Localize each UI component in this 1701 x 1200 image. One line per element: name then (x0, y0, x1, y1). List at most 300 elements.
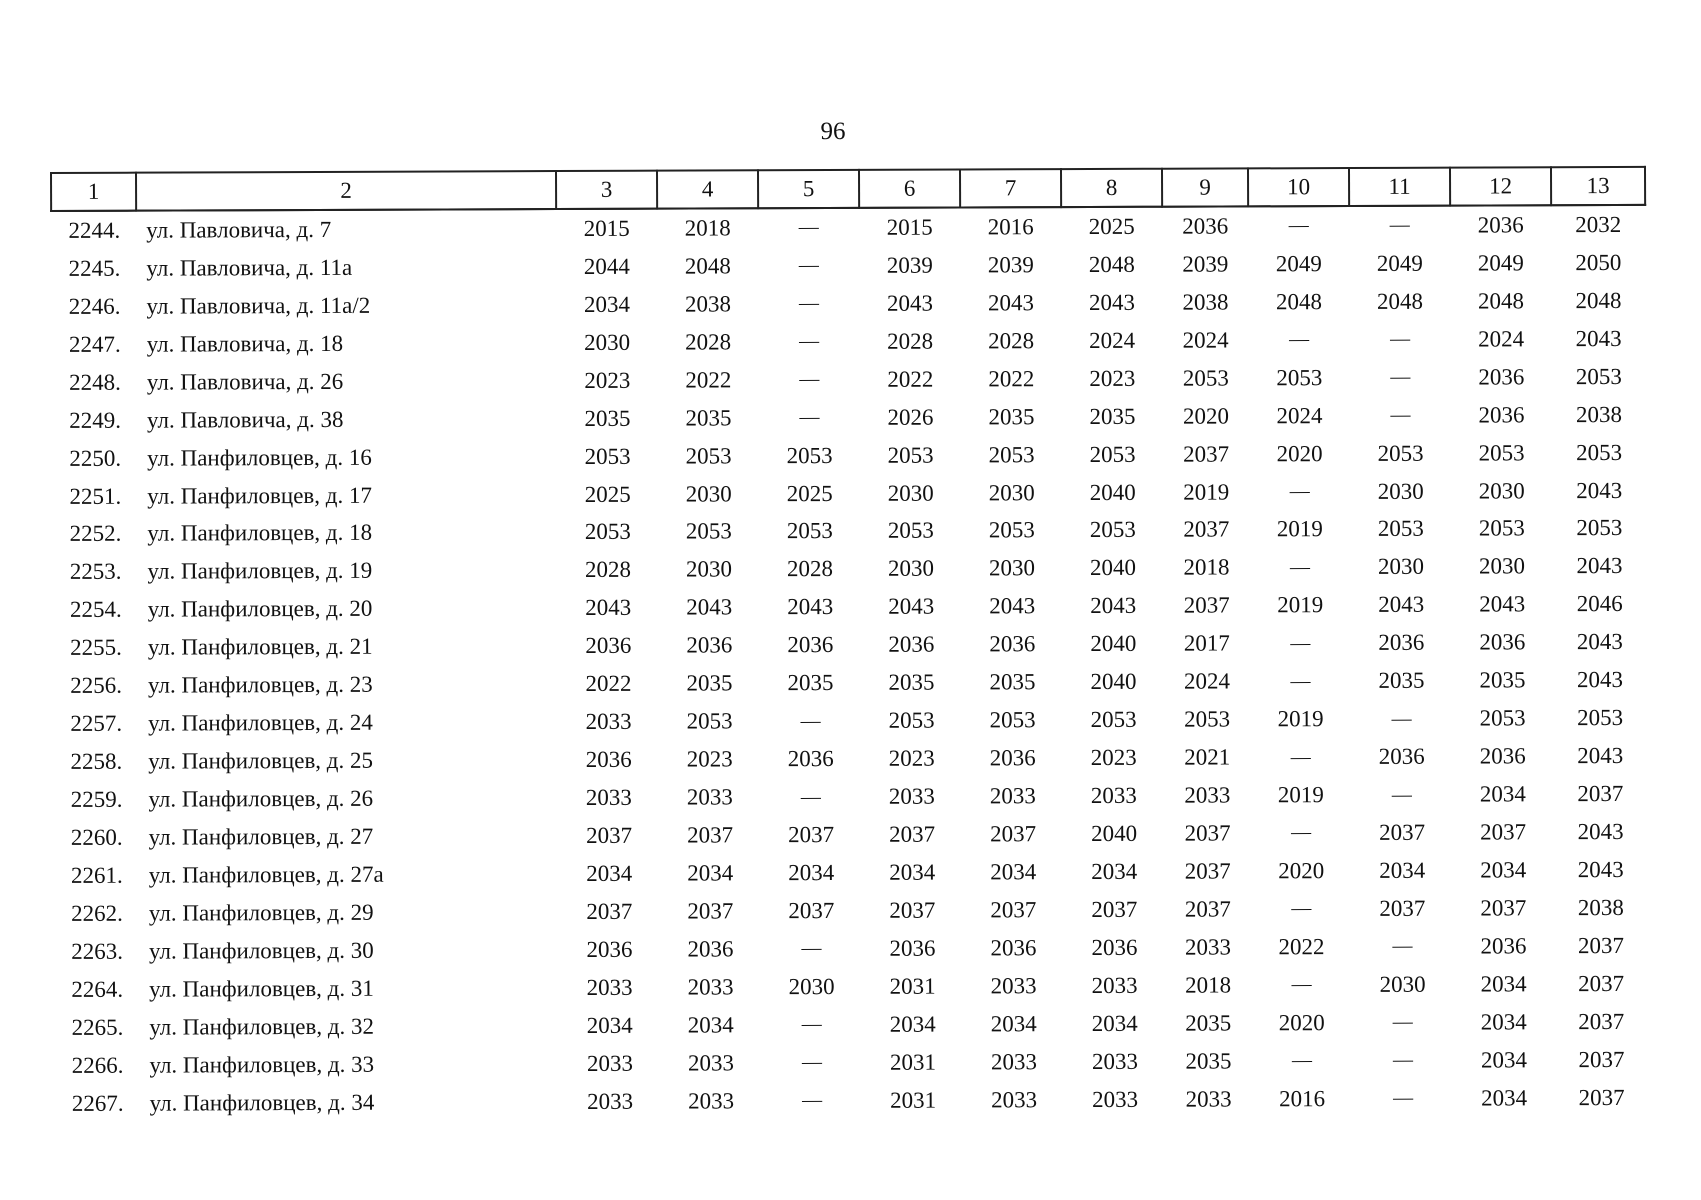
row-number-cell: 2246. (68, 293, 121, 319)
year-cell: 2033 (687, 1049, 734, 1076)
year-cell: — (1390, 328, 1411, 351)
year-cell: — (800, 709, 821, 732)
year-cell: 2020 (1182, 403, 1229, 429)
address-cell: ул. Панфиловцев, д. 34 (149, 1089, 375, 1116)
column-header: 5 (758, 170, 859, 208)
year-cell: 2033 (888, 783, 935, 809)
page-number: 96 (820, 118, 846, 145)
year-cell: — (1289, 556, 1311, 579)
year-cell: 2043 (1090, 593, 1137, 619)
year-cell: 2048 (684, 253, 731, 279)
year-cell: 2035 (686, 670, 733, 696)
table-row (53, 699, 1647, 743)
year-cell: 2048 (1477, 288, 1525, 314)
year-cell: — (1289, 328, 1310, 351)
year-cell: 2028 (584, 557, 632, 583)
year-cell: 2053 (989, 707, 1036, 733)
year-cell: 2053 (1479, 705, 1526, 731)
year-cell: 2036 (787, 746, 834, 772)
year-cell: 2033 (587, 1088, 634, 1114)
table-row (54, 1040, 1648, 1084)
address-cell: ул. Панфиловцев, д. 19 (147, 558, 373, 585)
row-number-cell: 2264. (71, 976, 124, 1002)
row-number-cell: 2266. (71, 1052, 124, 1078)
year-cell: 2016 (1279, 1085, 1326, 1111)
year-cell: 2053 (584, 519, 631, 545)
year-cell: 2053 (1576, 515, 1623, 541)
row-number-cell: 2249. (69, 407, 122, 433)
year-cell: 2034 (1481, 1084, 1528, 1111)
row-number-cell: 2259. (70, 786, 123, 812)
year-cell: 2017 (1183, 630, 1230, 656)
column-header: 10 (1248, 168, 1349, 206)
row-number-cell: 2245. (68, 255, 121, 281)
year-cell: 2033 (585, 708, 632, 735)
year-cell: 2037 (1577, 932, 1625, 958)
table-row (54, 1003, 1648, 1047)
year-cell: 2034 (583, 291, 631, 317)
table-row (51, 205, 1645, 250)
year-cell: 2033 (1091, 1048, 1138, 1074)
year-cell: 2030 (887, 480, 934, 506)
year-cell: 2053 (887, 518, 934, 544)
address-cell: ул. Павловича, д. 26 (146, 368, 344, 395)
year-cell: 2030 (988, 479, 1035, 505)
year-cell: 2035 (1185, 1010, 1232, 1036)
year-cell: 2019 (1277, 592, 1324, 618)
year-cell: 2037 (788, 897, 835, 924)
year-cell: — (799, 330, 820, 353)
year-cell: 2028 (988, 328, 1035, 354)
year-cell: 2044 (583, 253, 630, 279)
year-cell: 2053 (1089, 517, 1136, 543)
year-cell: 2043 (1577, 818, 1624, 845)
year-cell: 2036 (1091, 934, 1138, 960)
year-cell: — (801, 937, 822, 960)
year-cell: 2053 (686, 708, 733, 734)
year-cell: 2018 (1183, 554, 1230, 581)
year-cell: 2040 (1089, 555, 1137, 581)
row-number-cell: 2262. (71, 900, 123, 926)
address-cell: ул. Панфиловцев, д. 29 (148, 899, 374, 926)
year-cell: 2040 (1090, 669, 1137, 695)
year-cell: — (801, 1051, 822, 1074)
column-header: 12 (1450, 167, 1551, 205)
year-cell: 2035 (1378, 667, 1425, 694)
year-cell: 2033 (1091, 972, 1138, 998)
year-cell: 2035 (989, 669, 1036, 695)
year-cell: 2036 (888, 631, 935, 658)
row-number-cell: 2265. (71, 1014, 124, 1040)
year-cell: 2053 (584, 443, 631, 469)
year-cell: 2033 (686, 784, 733, 810)
year-cell: 2031 (889, 973, 936, 999)
year-cell: — (1290, 631, 1311, 655)
year-cell: — (1391, 783, 1412, 806)
address-cell: ул. Панфиловцев, д. 31 (149, 975, 374, 1002)
year-cell: 2031 (889, 1049, 936, 1075)
address-cell: ул. Панфиловцев, д. 23 (147, 671, 373, 698)
year-cell: 2043 (886, 290, 934, 316)
year-cell: 2034 (1480, 971, 1527, 997)
year-cell: 2053 (1377, 516, 1424, 542)
year-cell: — (1392, 1048, 1413, 1071)
table-body (51, 205, 1648, 1123)
table-row (51, 282, 1645, 326)
row-number-cell: 2252. (69, 521, 122, 547)
year-cell: — (1390, 403, 1411, 427)
year-cell: 2037 (1183, 516, 1230, 543)
year-cell: 2043 (989, 593, 1036, 619)
year-cell: 2036 (1378, 743, 1425, 769)
year-cell: 2037 (889, 897, 936, 923)
year-cell: 2053 (1276, 364, 1323, 391)
table-row (54, 889, 1648, 933)
year-cell: 2053 (1182, 365, 1229, 391)
year-cell: — (1391, 707, 1412, 730)
year-cell: 2039 (886, 252, 933, 278)
year-cell: 2023 (584, 367, 631, 393)
table-row (52, 471, 1646, 515)
table-row (54, 927, 1648, 971)
year-cell: 2030 (685, 480, 732, 507)
address-cell: ул. Панфиловцев, д. 21 (147, 634, 373, 660)
table-row (54, 851, 1648, 895)
row-number-cell: 2258. (70, 748, 123, 775)
year-cell: 2037 (1183, 592, 1230, 618)
year-cell: 2036 (585, 633, 632, 659)
year-cell: 2037 (1578, 1084, 1625, 1110)
year-cell: 2053 (685, 518, 732, 545)
year-cell: 2053 (786, 518, 833, 544)
year-cell: 2033 (1185, 1086, 1232, 1112)
year-cell: 2018 (1185, 972, 1232, 998)
year-cell: 2015 (583, 215, 630, 241)
year-cell: 2048 (1575, 287, 1622, 313)
year-cell: 2036 (586, 936, 633, 962)
year-cell: — (1290, 669, 1311, 692)
row-number-cell: 2255. (70, 635, 122, 661)
year-cell: 2030 (685, 556, 733, 582)
year-cell: — (798, 216, 819, 239)
year-cell: 2034 (586, 1012, 633, 1038)
year-cell: 2037 (990, 821, 1037, 847)
table-row (52, 358, 1646, 402)
year-cell: — (801, 1013, 822, 1036)
year-cell: 2037 (1578, 1008, 1625, 1034)
year-cell: 2022 (988, 365, 1035, 392)
column-header: 9 (1162, 168, 1248, 206)
year-cell: 2053 (1089, 441, 1136, 467)
year-cell: 2018 (684, 215, 731, 241)
year-cell: 2037 (1578, 1046, 1625, 1072)
year-cell: 2053 (1575, 363, 1622, 389)
table-header-row (51, 167, 1645, 211)
year-cell: 2026 (887, 404, 934, 430)
year-cell: 2043 (1479, 591, 1526, 617)
year-cell: 2053 (888, 707, 935, 733)
year-cell: 2030 (1377, 554, 1425, 580)
year-cell: 2037 (1578, 970, 1625, 996)
year-cell: 2043 (888, 593, 935, 620)
year-cell: 2035 (685, 405, 732, 431)
year-cell: 2034 (889, 1011, 936, 1037)
year-cell: 2019 (1277, 706, 1324, 732)
row-number-cell: 2254. (69, 597, 122, 623)
year-cell: — (798, 254, 819, 277)
year-cell: 2030 (1377, 478, 1424, 504)
year-cell: 2038 (1575, 401, 1622, 427)
table-row (54, 965, 1648, 1009)
year-cell: 2031 (890, 1087, 937, 1113)
address-cell: ул. Павловича, д. 11а (146, 254, 353, 281)
row-number-cell: 2247. (68, 331, 121, 357)
year-cell: 2024 (1478, 326, 1525, 352)
table-row (53, 737, 1647, 781)
address-cell: ул. Панфиловцев, д. 24 (148, 709, 373, 736)
year-cell: 2043 (1577, 743, 1624, 769)
year-cell: 2033 (586, 974, 633, 1000)
year-cell: 2035 (584, 405, 631, 431)
address-cell: ул. Панфиловцев, д. 25 (148, 747, 374, 774)
year-cell: 2053 (685, 442, 732, 469)
year-cell: 2016 (987, 214, 1034, 240)
table-row (53, 775, 1647, 819)
year-cell: 2020 (1278, 1009, 1325, 1035)
year-cell: 2030 (988, 555, 1036, 581)
year-cell: 2037 (1379, 895, 1426, 921)
year-cell: 2046 (1576, 591, 1623, 617)
year-cell: 2037 (1183, 441, 1230, 467)
year-cell: 2020 (1276, 440, 1323, 466)
year-cell: 2035 (888, 669, 935, 696)
year-cell: 2037 (990, 897, 1037, 923)
year-cell: 2036 (686, 632, 733, 658)
year-cell: 2019 (1276, 516, 1323, 542)
year-cell: 2028 (685, 329, 732, 355)
year-cell: — (1289, 480, 1310, 503)
year-cell: 2024 (1089, 327, 1136, 353)
year-cell: 2043 (1576, 553, 1623, 579)
year-cell: 2037 (889, 821, 936, 847)
table-row (52, 396, 1646, 440)
year-cell: — (1291, 973, 1312, 996)
year-cell: 2037 (1184, 896, 1231, 922)
address-cell: ул. Павловича, д. 11а/2 (146, 292, 371, 319)
year-cell: 2028 (786, 556, 834, 582)
year-cell: 2036 (1478, 401, 1525, 428)
year-cell: 2043 (1576, 667, 1624, 693)
year-cell: 2039 (1182, 251, 1229, 277)
year-cell: 2037 (1184, 858, 1231, 884)
year-cell: 2030 (788, 973, 835, 999)
column-header: 6 (859, 170, 960, 208)
year-cell: 2033 (991, 1086, 1038, 1112)
year-cell: 2015 (886, 214, 933, 240)
year-cell: 2019 (1183, 479, 1230, 505)
year-cell: 2048 (1376, 288, 1424, 314)
year-cell: 2037 (1091, 896, 1138, 922)
address-cell: ул. Панфиловцев, д. 27а (148, 861, 384, 888)
row-number-cell: 2267. (71, 1090, 124, 1116)
row-number-cell: 2256. (70, 672, 123, 699)
year-cell: 2025 (786, 480, 833, 506)
year-cell: 2036 (989, 745, 1036, 771)
year-cell: — (1392, 935, 1413, 958)
year-cell: 2036 (787, 632, 834, 658)
year-cell: 2036 (1480, 933, 1527, 959)
column-header: 4 (657, 170, 758, 208)
row-number-cell: 2248. (69, 369, 121, 395)
year-cell: 2049 (1275, 251, 1322, 277)
column-header: 1 (51, 173, 136, 211)
row-number-cell: 2250. (69, 445, 122, 471)
year-cell: 2040 (1089, 479, 1136, 505)
year-cell: 2030 (584, 329, 631, 355)
year-cell: — (1291, 897, 1312, 920)
year-cell: 2033 (687, 974, 734, 1000)
year-cell: 2034 (1480, 1046, 1527, 1073)
year-cell: 2043 (585, 595, 632, 621)
year-cell: 2043 (686, 594, 733, 620)
year-cell: 2028 (887, 328, 934, 354)
year-cell: 2053 (988, 517, 1035, 543)
year-cell: 2021 (1184, 744, 1231, 770)
address-cell: ул. Панфиловцев, д. 16 (147, 444, 372, 471)
table-row (52, 433, 1646, 477)
year-cell: 2049 (1477, 250, 1524, 276)
table-row (53, 623, 1647, 667)
table-row (51, 244, 1645, 288)
year-cell: 2048 (1275, 288, 1323, 315)
row-number-cell: 2260. (70, 824, 123, 850)
year-cell: 2043 (1088, 289, 1136, 315)
row-number-cell: 2261. (70, 862, 123, 888)
address-cell: ул. Панфиловцев, д. 18 (147, 520, 373, 547)
address-cell: ул. Панфиловцев, д. 33 (149, 1051, 375, 1078)
year-cell: 2037 (687, 898, 734, 924)
year-cell: 2038 (1182, 289, 1229, 315)
row-number-cell: 2263. (71, 938, 124, 964)
year-cell: — (799, 368, 820, 391)
year-cell: 2033 (688, 1087, 735, 1114)
year-cell: 2037 (586, 898, 633, 924)
year-cell: — (802, 1089, 823, 1112)
year-cell: 2035 (1479, 667, 1526, 693)
year-cell: — (1288, 214, 1309, 237)
year-cell: 2024 (1182, 327, 1229, 353)
year-cell: 2053 (1478, 439, 1525, 466)
year-cell: 2022 (1278, 933, 1325, 960)
year-cell: 2034 (990, 859, 1037, 885)
year-cell: 2037 (586, 822, 633, 848)
column-header: 13 (1551, 167, 1645, 205)
year-cell: 2037 (1577, 780, 1624, 807)
table-row (55, 1078, 1649, 1122)
year-cell: 2035 (1089, 403, 1136, 429)
year-cell: 2037 (1378, 819, 1426, 845)
year-cell: 2053 (1184, 706, 1231, 732)
year-cell: 2036 (889, 935, 936, 961)
year-cell: 2036 (585, 746, 632, 773)
year-cell: 2034 (1479, 781, 1526, 807)
year-cell: 2036 (990, 934, 1037, 961)
year-cell: 2036 (1479, 743, 1526, 769)
year-cell: 2033 (1090, 782, 1137, 809)
year-cell: 2034 (687, 1012, 734, 1038)
year-cell: 2040 (1090, 820, 1138, 846)
table-row (52, 547, 1646, 591)
year-cell: 2053 (786, 442, 833, 468)
column-header: 7 (960, 169, 1061, 207)
year-cell: 2043 (1576, 477, 1623, 503)
year-cell: 2037 (1479, 819, 1527, 845)
address-cell: ул. Павловича, д. 7 (146, 216, 332, 243)
year-cell: 2030 (1478, 477, 1525, 504)
year-cell: 2036 (1479, 629, 1526, 655)
address-cell: ул. Панфиловцев, д. 17 (147, 482, 373, 509)
year-cell: 2025 (584, 481, 631, 507)
year-cell: 2023 (888, 745, 935, 771)
address-cell: ул. Панфиловцев, д. 32 (149, 1013, 375, 1040)
year-cell: 2036 (1182, 213, 1229, 239)
year-cell: 2033 (586, 1050, 633, 1076)
table-row (53, 585, 1647, 629)
year-cell: 2034 (586, 860, 633, 886)
row-number-cell: 2253. (69, 559, 122, 585)
year-cell: — (798, 292, 820, 315)
year-cell: 2040 (1090, 631, 1137, 657)
year-cell: — (1389, 214, 1410, 237)
year-cell: 2023 (1090, 744, 1137, 771)
year-cell: 2030 (1379, 971, 1426, 997)
year-cell: 2053 (1478, 515, 1525, 541)
year-cell: 2043 (1378, 592, 1425, 618)
address-cell: ул. Панфиловцев, д. 26 (148, 785, 374, 812)
year-cell: — (1291, 1049, 1312, 1072)
year-cell: 2019 (1277, 782, 1324, 808)
year-cell: 2050 (1575, 249, 1622, 276)
year-cell: 2053 (887, 442, 934, 468)
year-cell: 2053 (1090, 706, 1137, 733)
year-cell: 2034 (1091, 1010, 1138, 1036)
year-cell: — (1291, 821, 1312, 844)
year-cell: 2033 (989, 783, 1036, 809)
year-cell: 2030 (887, 556, 935, 582)
table-row (53, 813, 1647, 857)
year-cell: — (1393, 1086, 1414, 1109)
column-header: 8 (1061, 169, 1162, 207)
row-number-cell: 2251. (69, 483, 122, 509)
year-cell: 2043 (1575, 325, 1622, 351)
year-cell: 2037 (1184, 820, 1231, 846)
year-cell: 2020 (1278, 858, 1325, 884)
table-row (53, 661, 1647, 705)
year-cell: 2034 (1091, 858, 1138, 884)
year-cell: 2039 (987, 252, 1034, 278)
schedule-table (50, 166, 1650, 1123)
year-cell: 2033 (990, 972, 1037, 999)
table-row (52, 509, 1646, 553)
year-cell: 2035 (787, 670, 834, 696)
address-cell: ул. Павловича, д. 18 (146, 330, 344, 357)
year-cell: 2022 (585, 670, 632, 697)
year-cell: 2022 (887, 366, 934, 392)
year-cell: 2043 (987, 290, 1035, 316)
year-cell: 2025 (1088, 213, 1135, 239)
year-cell: 2035 (1185, 1048, 1232, 1074)
year-cell: 2032 (1575, 211, 1622, 238)
